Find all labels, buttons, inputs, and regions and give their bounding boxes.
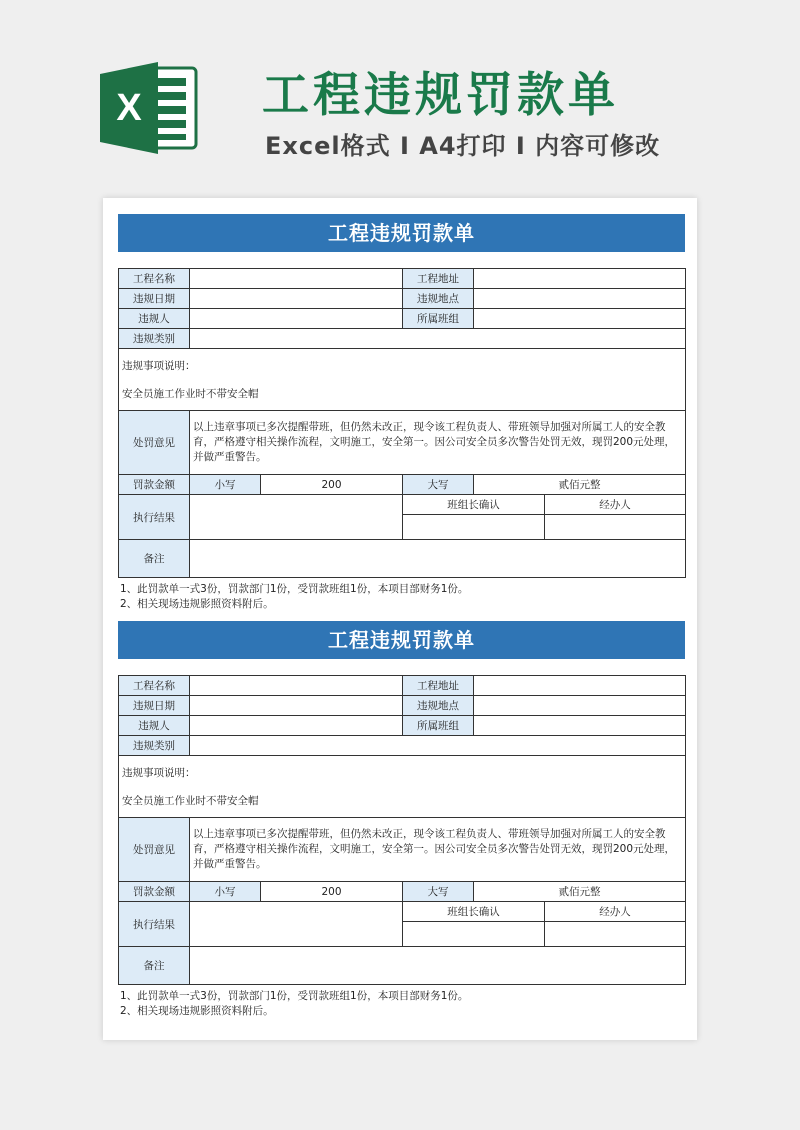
label-uppercase: 大写 <box>403 882 474 902</box>
label-handler: 经办人 <box>545 902 686 922</box>
field-handler-sign[interactable] <box>545 515 686 540</box>
label-violation-date: 违规日期 <box>119 696 190 716</box>
row-project <box>119 269 686 289</box>
note-line: 2、相关现场违规影照资料附后。 <box>120 1005 274 1017</box>
description-text: 安全员施工作业时不带安全帽 <box>122 387 259 400</box>
label-project-address: 工程地址 <box>403 676 474 696</box>
label-violation-place: 违规地点 <box>403 696 474 716</box>
field-team-leader-sign[interactable] <box>403 515 545 540</box>
label-violator: 违规人 <box>119 309 190 329</box>
field-violation-date[interactable] <box>190 696 403 716</box>
row-opinion <box>119 818 686 882</box>
description-cell[interactable] <box>119 756 686 818</box>
field-project-address[interactable] <box>474 269 686 289</box>
field-violation-date[interactable] <box>190 289 403 309</box>
field-violator[interactable] <box>190 716 403 736</box>
label-execution-result: 执行结果 <box>119 902 190 947</box>
form-title: 工程违规罚款单 <box>118 214 685 252</box>
label-remarks: 备注 <box>119 947 190 985</box>
label-penalty-opinion: 处罚意见 <box>119 818 190 882</box>
label-handler: 经办人 <box>545 495 686 515</box>
label-violator: 违规人 <box>119 716 190 736</box>
description-cell[interactable] <box>119 349 686 411</box>
svg-text:X: X <box>116 87 142 129</box>
hero-subtitle: Excel格式 I A4打印 I 内容可修改 <box>265 132 661 160</box>
field-violation-place[interactable] <box>474 289 686 309</box>
field-amount-upper[interactable]: 贰佰元整 <box>474 882 686 902</box>
description-text: 安全员施工作业时不带安全帽 <box>122 794 259 807</box>
label-lowercase: 小写 <box>190 882 261 902</box>
label-project-name: 工程名称 <box>119 269 190 289</box>
label-violation-place: 违规地点 <box>403 289 474 309</box>
label-violation-date: 违规日期 <box>119 289 190 309</box>
description-title: 违规事项说明： <box>122 359 196 372</box>
form-notes <box>118 989 685 1019</box>
field-project-address[interactable] <box>474 676 686 696</box>
form-notes <box>118 582 685 612</box>
row-description <box>119 349 686 411</box>
field-team[interactable] <box>474 309 686 329</box>
field-violation-place[interactable] <box>474 696 686 716</box>
form-table <box>118 268 686 578</box>
field-project-name[interactable] <box>190 269 403 289</box>
label-team-leader-confirm: 班组长确认 <box>403 902 545 922</box>
label-uppercase: 大写 <box>403 475 474 495</box>
description-title: 违规事项说明： <box>122 766 196 779</box>
field-team-leader-sign[interactable] <box>403 922 545 947</box>
field-amount-lower[interactable]: 200 <box>261 475 403 495</box>
field-violator[interactable] <box>190 309 403 329</box>
row-remarks <box>119 947 686 985</box>
label-execution-result: 执行结果 <box>119 495 190 540</box>
field-team[interactable] <box>474 716 686 736</box>
hero-title: 工程违规罚款单 <box>262 68 619 123</box>
label-penalty-opinion: 处罚意见 <box>119 411 190 475</box>
excel-logo-icon <box>100 62 198 154</box>
hero-banner <box>0 0 800 190</box>
label-remarks: 备注 <box>119 540 190 578</box>
row-execution-head <box>119 495 686 515</box>
label-violation-type: 违规类别 <box>119 736 190 756</box>
field-penalty-opinion[interactable]: 以上违章事项已多次提醒带班，但仍然未改正，现令该工程负责人、带班领导加强对所属工人的安全教育，严格遵守相关操作流程，文明施工，安全第一。因公司安全员多次警告处罚无效，现罚200元处理，并做严重警告。 <box>190 818 686 882</box>
document-page <box>103 198 697 1040</box>
label-lowercase: 小写 <box>190 475 261 495</box>
label-fine-amount: 罚款金额 <box>119 475 190 495</box>
field-project-name[interactable] <box>190 676 403 696</box>
row-execution-head <box>119 902 686 922</box>
row-date <box>119 289 686 309</box>
fine-form-2 <box>118 621 685 1019</box>
field-violation-type[interactable] <box>190 736 686 756</box>
row-remarks <box>119 540 686 578</box>
note-line: 1、此罚款单一式3份，罚款部门1份，受罚款班组1份，本项目部财务1份。 <box>120 583 469 595</box>
row-project <box>119 676 686 696</box>
row-date <box>119 696 686 716</box>
row-type <box>119 736 686 756</box>
row-type <box>119 329 686 349</box>
note-line: 2、相关现场违规影照资料附后。 <box>120 598 274 610</box>
row-amount <box>119 882 686 902</box>
label-project-name: 工程名称 <box>119 676 190 696</box>
field-violation-type[interactable] <box>190 329 686 349</box>
label-fine-amount: 罚款金额 <box>119 882 190 902</box>
label-team-leader-confirm: 班组长确认 <box>403 495 545 515</box>
field-execution-result[interactable] <box>190 902 403 947</box>
label-team: 所属班组 <box>403 716 474 736</box>
field-remarks[interactable] <box>190 540 686 578</box>
note-line: 1、此罚款单一式3份，罚款部门1份，受罚款班组1份，本项目部财务1份。 <box>120 990 469 1002</box>
form-title: 工程违规罚款单 <box>118 621 685 659</box>
form-table <box>118 675 686 985</box>
label-project-address: 工程地址 <box>403 269 474 289</box>
field-penalty-opinion[interactable]: 以上违章事项已多次提醒带班，但仍然未改正，现令该工程负责人、带班领导加强对所属工人的安全教育，严格遵守相关操作流程，文明施工，安全第一。因公司安全员多次警告处罚无效，现罚200元处理，并做严重警告。 <box>190 411 686 475</box>
field-amount-upper[interactable]: 贰佰元整 <box>474 475 686 495</box>
field-execution-result[interactable] <box>190 495 403 540</box>
row-opinion <box>119 411 686 475</box>
field-handler-sign[interactable] <box>545 922 686 947</box>
row-violator <box>119 716 686 736</box>
fine-form-1 <box>118 214 685 612</box>
field-remarks[interactable] <box>190 947 686 985</box>
row-violator <box>119 309 686 329</box>
row-amount <box>119 475 686 495</box>
label-violation-type: 违规类别 <box>119 329 190 349</box>
label-team: 所属班组 <box>403 309 474 329</box>
field-amount-lower[interactable]: 200 <box>261 882 403 902</box>
row-description <box>119 756 686 818</box>
